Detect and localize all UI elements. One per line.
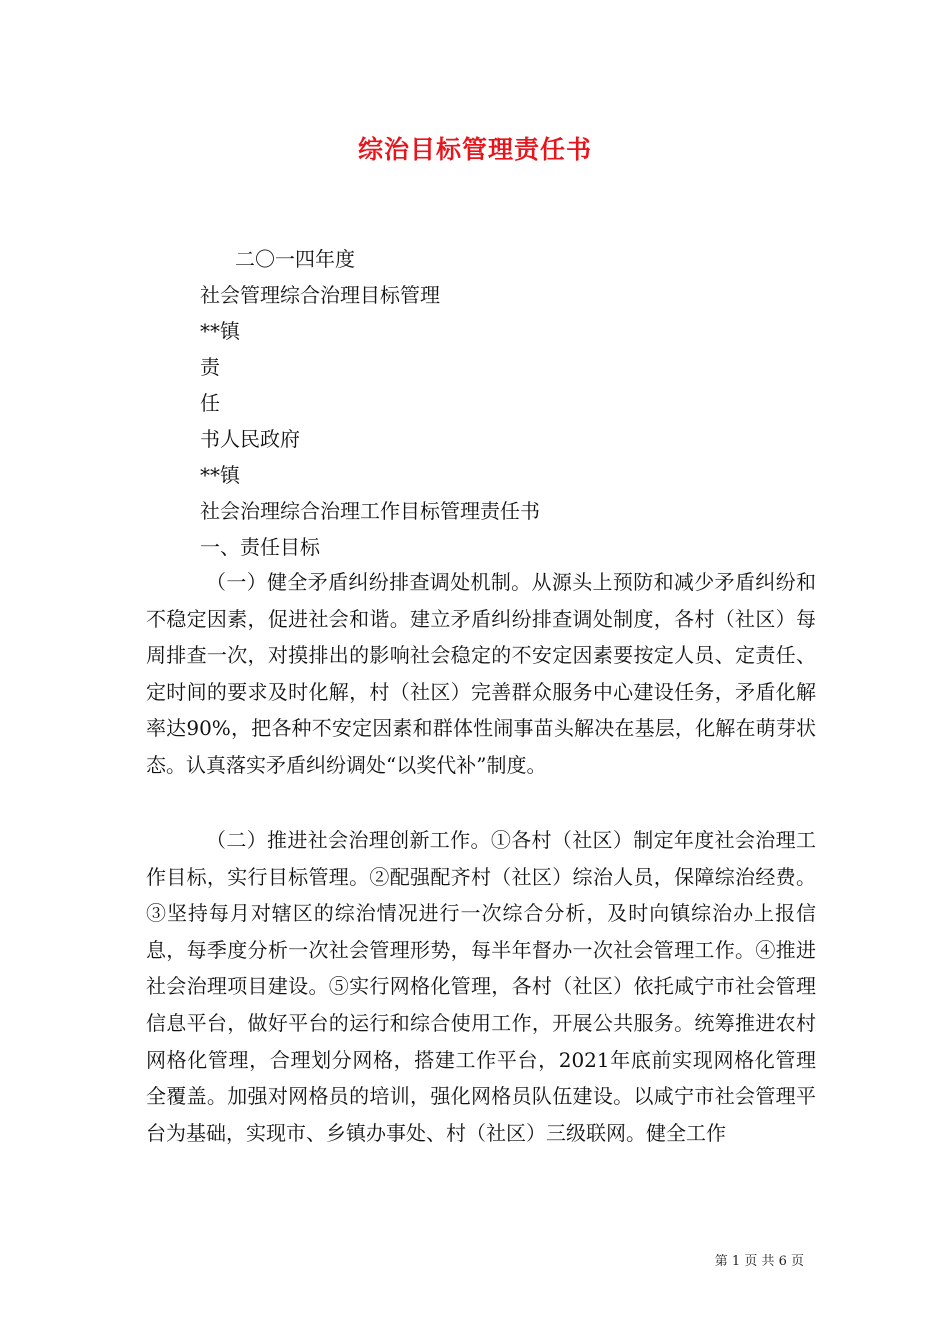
cover-line-government: 书人民政府: [200, 427, 300, 451]
cover-line-subject: 社会管理综合治理目标管理: [200, 283, 440, 307]
cover-line-full-title: 社会治理综合治理工作目标管理责任书: [200, 499, 540, 523]
cover-line-ze: 责: [200, 355, 220, 379]
cover-line-year: 二〇一四年度: [235, 247, 355, 271]
section-heading: 一、责任目标: [200, 535, 320, 559]
paragraph-2: （二）推进社会治理创新工作。①各村（社区）制定年度社会治理工作目标，实行目标管理。②配强配齐村（社区）综治人员，保障综治经费。③坚持每月对辖区的综治情况进行一次综合分析，及时向镇综治办上报信息，每季度分析一次社会管理形势，每半年督办一次社会管理工作。④推进社会治理项目建设。⑤实行网格化管理，各村（社区）依托咸宁市社会管理信息平台，做好平台的运行和综合使用工作，开展公共服务。统筹推进农村网格化管理，合理划分网格，搭建工作平台，2021年底前实现网格化管理全覆盖。加强对网格员的培训，强化网格员队伍建设。以咸宁市社会管理平台为基础，实现市、乡镇办事处、村（社区）三级联网。健全工作: [146, 828, 816, 1145]
paragraph-1: （一）健全矛盾纠纷排查调处机制。从源头上预防和减少矛盾纠纷和不稳定因素，促进社会和谐。建立矛盾纠纷排查调处制度，各村（社区）每周排查一次，对摸排出的影响社会稳定的不安定因素要按定人员、定责任、定时间的要求及时化解，村（社区）完善群众服务中心建设任务，矛盾化解率达90%，把各种不安定因素和群体性闹事苗头解决在基层，化解在萌芽状态。认真落实矛盾纠纷调处“以奖代补”制度。: [146, 570, 816, 777]
cover-line-ren: 任: [200, 391, 220, 415]
document-title: 综治目标管理责任书: [357, 135, 592, 164]
cover-line-town: **镇: [200, 319, 240, 343]
page-footer: 第 1 页 共 6 页: [714, 1254, 804, 1269]
cover-line-town-2: **镇: [200, 463, 240, 487]
